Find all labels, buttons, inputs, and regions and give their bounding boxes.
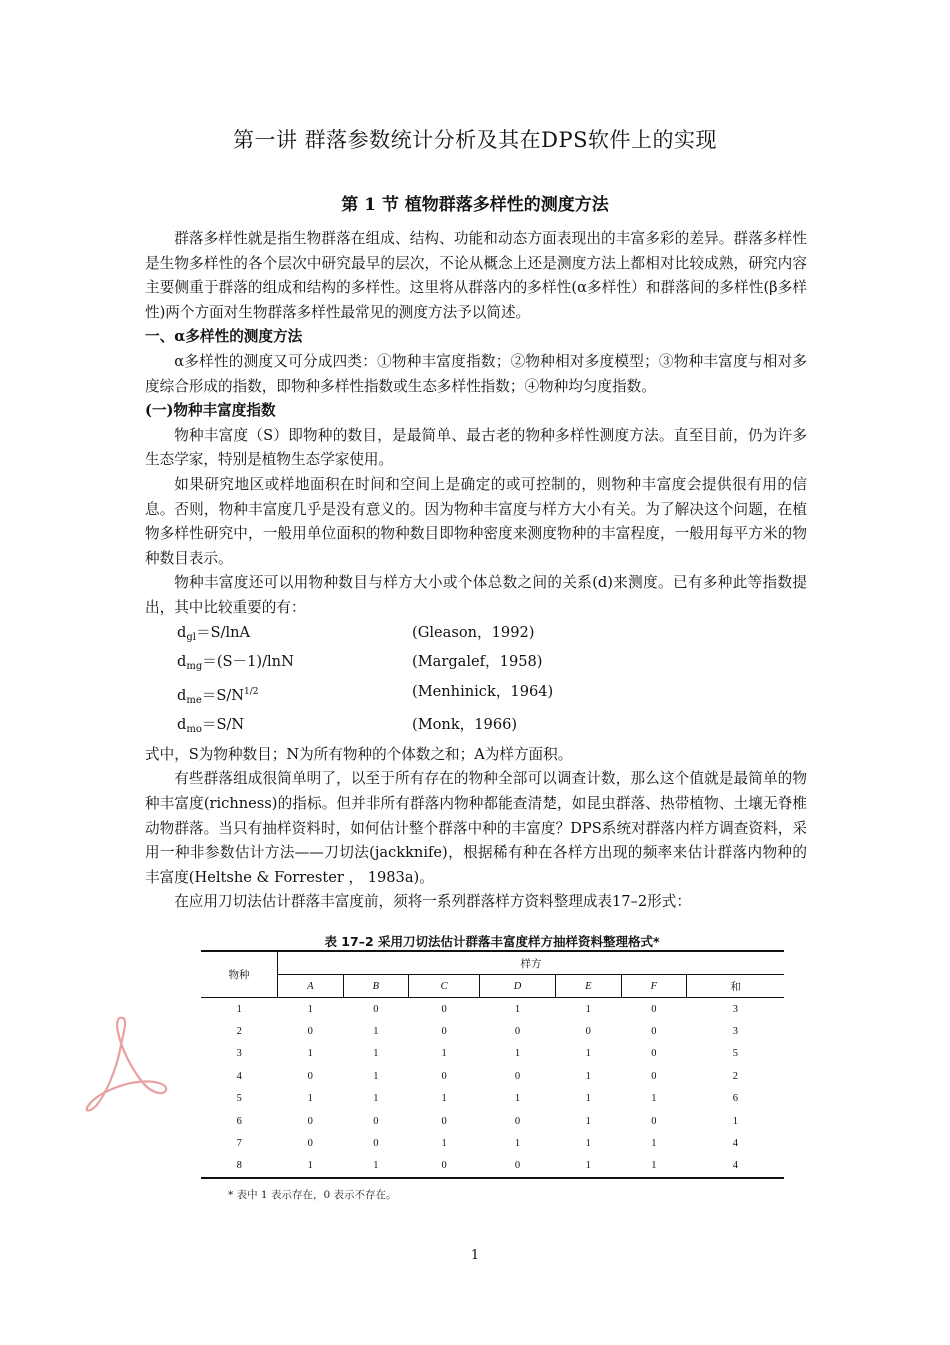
column-header: 和 xyxy=(687,975,784,998)
table-cell: 1 xyxy=(514,1138,521,1150)
table-cell: 0 xyxy=(514,1026,521,1038)
table-cell: 1 xyxy=(307,1048,313,1060)
column-header: A xyxy=(278,975,344,998)
table-row xyxy=(201,1043,784,1065)
quadrat-group-header: 样方 xyxy=(278,951,785,975)
table-cell: 1 xyxy=(373,1048,379,1060)
heading-alpha-diversity: 一、α多样性的测度方法 xyxy=(145,328,303,346)
table-cell: 0 xyxy=(651,1070,657,1082)
table-cell: 1 xyxy=(585,1070,591,1082)
table-cell: 1 xyxy=(585,1138,591,1150)
species-cell: 7 xyxy=(236,1138,242,1150)
table-cell: 4 xyxy=(687,1155,784,1178)
quadrat-table xyxy=(201,950,784,1179)
paragraph-8: 在应用刀切法估计群落丰富度前，须将一系列群落样方资料整理成表17–2形式： xyxy=(174,893,691,911)
table-cell: 1 xyxy=(373,1070,379,1082)
formula-monk: $d_{mo}=S/N$ (Monk，1966) xyxy=(145,713,807,743)
table-cell: 1 xyxy=(514,1048,521,1060)
table-cell: 1 xyxy=(441,1048,447,1060)
formula-ref: (Margalef，1958) xyxy=(412,653,543,671)
paragraph-6: 式中，S为物种数目；N为所有物种的个体数之和；A为样方面积。 xyxy=(145,745,573,763)
species-cell: 5 xyxy=(236,1093,242,1105)
table-cell: 1 xyxy=(621,1155,687,1178)
table-cell: 1 xyxy=(732,1115,738,1127)
section-heading: 第 1 节 植物群落多样性的测度方法 xyxy=(341,195,609,215)
formula-ref: (Gleason，1992) xyxy=(412,623,535,641)
table-caption: 表 17–2 采用刀切法估计群落丰富度样方抽样资料整理格式* xyxy=(324,934,660,949)
table-cell: 1 xyxy=(514,1093,521,1105)
table-row xyxy=(201,1110,784,1132)
table-cell: 1 xyxy=(307,1003,313,1015)
table-cell: 0 xyxy=(307,1070,313,1082)
formula-ref: (Menhinick，1964) xyxy=(412,682,554,700)
table-row xyxy=(201,998,784,1021)
paragraph-2: α多样性的测度又可分成四类：①物种丰富度指数；②物种相对多度模型；③物种丰富度与相对多度综合形成的指数，即物种多样性指数或生态多样性指数；④物种均匀度指数。 xyxy=(145,352,807,395)
table-cell: 0 xyxy=(373,1003,379,1015)
table-cell: 3 xyxy=(732,1026,738,1038)
table-cell: 1 xyxy=(651,1138,657,1150)
species-cell: 6 xyxy=(236,1115,242,1127)
table-cell: 1 xyxy=(555,1155,621,1178)
table-cell: 0 xyxy=(514,1070,521,1082)
paragraph-7: 有些群落组成很简单明了，以至于所有存在的物种全部可以调查计数，那么这个值就是最简单的物种丰富度(richness)的指标。但并非所有群落内物种都能查清楚，如昆虫群落、热带植物、土壤无脊椎动物群落。当只有抽样资料时，如何估计整个群落中种的丰富度？DPS系统对群落内样方调查资料，采用一种非参数估计方法——刀切法(jackknife)，根据稀有种在各样方出现的频率来估计群落内物种的丰富度(Heltshe & Forrester ， 1983a)。 xyxy=(145,770,807,886)
species-cell: 1 xyxy=(236,1003,242,1015)
table-cell: 0 xyxy=(373,1115,379,1127)
table-body xyxy=(201,998,784,1179)
species-cell: 4 xyxy=(236,1070,242,1082)
page-number: 1 xyxy=(470,1248,480,1263)
table-cell: 0 xyxy=(651,1115,657,1127)
page-title: 第一讲 群落参数统计分析及其在DPS软件上的实现 xyxy=(232,128,718,152)
table-cell: 3 xyxy=(732,1003,738,1015)
formula-gleason: $d_{gl}=S$/lnA (Gleason，1992) xyxy=(145,621,807,651)
heading-species-richness: (一)物种丰富度指数 xyxy=(145,402,276,420)
paragraph-5: 物种丰富度还可以用物种数目与样方大小或个体总数之间的关系(d)来测度。已有多种此等指数提出，其中比较重要的有： xyxy=(145,574,807,616)
column-header: D xyxy=(480,975,556,998)
table-cell: 1 xyxy=(651,1093,657,1105)
table-cell: 0 xyxy=(307,1026,313,1038)
formula-margalef: $d_{mg}=(S-1)$/lnN (Margalef，1958) xyxy=(145,650,807,680)
table-cell: 1 xyxy=(373,1026,379,1038)
column-header: F xyxy=(621,975,687,998)
acrobat-logo-icon xyxy=(80,1010,170,1115)
paragraph-1: 群落多样性就是指生物群落在组成、结构、功能和动态方面表现出的丰富多彩的差异。群落多样性是生物多样性的各个层次中研究最早的层次，不论从概念上还是测度方法上都相对比较成熟，研究内容主要侧重于群落的组成和结构的多样性。这里将从群落内的多样性(α多样性）和群落间的多样性(β多样性)两个方面对生物群落多样性最常见的测度方法予以简述。 xyxy=(145,230,807,321)
table-cell: 1 xyxy=(585,1093,591,1105)
table-cell: 0 xyxy=(480,1155,556,1178)
table-row xyxy=(201,1088,784,1110)
table-cell: 1 xyxy=(441,1093,447,1105)
logo-stroke xyxy=(87,1018,166,1111)
table-cell: 0 xyxy=(409,1155,480,1178)
table-cell: 1 xyxy=(441,1138,447,1150)
table-cell: 0 xyxy=(307,1115,313,1127)
table-row xyxy=(201,1155,784,1178)
table-row xyxy=(201,1065,784,1087)
table-cell: 1 xyxy=(514,1003,521,1015)
table-footnote: * 表中 1 表示存在，0 表示不存在。 xyxy=(228,1189,397,1201)
table-cell: 0 xyxy=(441,1003,447,1015)
paragraph-4: 如果研究地区或样地面积在时间和空间上是确定的或可控制的，则物种丰富度会提供很有用的信息。否则，物种丰富度几乎是没有意义的。因为物种丰富度与样方大小有关。为了解决这个问题，在植物多样性研究中，一般用单位面积的物种数目即物种密度来测度物种的丰富程度，一般用每平方米的物种数目表示。 xyxy=(145,475,807,567)
table-cell: 1 xyxy=(343,1155,409,1178)
table-cell: 0 xyxy=(651,1003,657,1015)
table-cell: 0 xyxy=(307,1138,313,1150)
table-cell: 0 xyxy=(441,1115,447,1127)
table-cell: 1 xyxy=(585,1048,591,1060)
column-header: E xyxy=(555,975,621,998)
table-cell: 1 xyxy=(373,1093,379,1105)
table-cell: 0 xyxy=(514,1115,521,1127)
column-header: B xyxy=(343,975,409,998)
formula-menhinick: $d_{me}=S/N^{1/2}$ (Menhinick，1964) xyxy=(145,680,807,714)
table-cell: 6 xyxy=(732,1093,738,1105)
table-cell: 1 xyxy=(307,1093,313,1105)
table-cell: 0 xyxy=(651,1026,657,1038)
species-cell: 8 xyxy=(201,1155,278,1178)
formula-ref: (Monk，1966) xyxy=(412,716,518,734)
table-cell: 4 xyxy=(732,1138,738,1150)
text-body xyxy=(145,227,807,915)
table-row xyxy=(201,1020,784,1042)
column-header: C xyxy=(409,975,480,998)
table-cell: 0 xyxy=(651,1048,657,1060)
table-cell: 0 xyxy=(585,1026,591,1038)
table-cell: 1 xyxy=(585,1115,591,1127)
table-cell: 0 xyxy=(441,1070,447,1082)
table-cell: 0 xyxy=(373,1138,379,1150)
table-cell: 0 xyxy=(441,1026,447,1038)
table-cell: 1 xyxy=(585,1003,591,1015)
table-cell: 1 xyxy=(278,1155,344,1178)
paragraph-3: 物种丰富度（S）即物种的数目，是最简单、最古老的物种多样性测度方法。直至目前，仍为许多生态学家，特别是植物生态学家使用。 xyxy=(145,426,807,469)
table-row xyxy=(201,1132,784,1154)
table-cell: 5 xyxy=(732,1048,738,1060)
species-cell: 2 xyxy=(236,1026,242,1038)
species-cell: 3 xyxy=(236,1048,242,1060)
species-header: 物种 xyxy=(201,951,278,998)
table-cell: 2 xyxy=(732,1070,738,1082)
